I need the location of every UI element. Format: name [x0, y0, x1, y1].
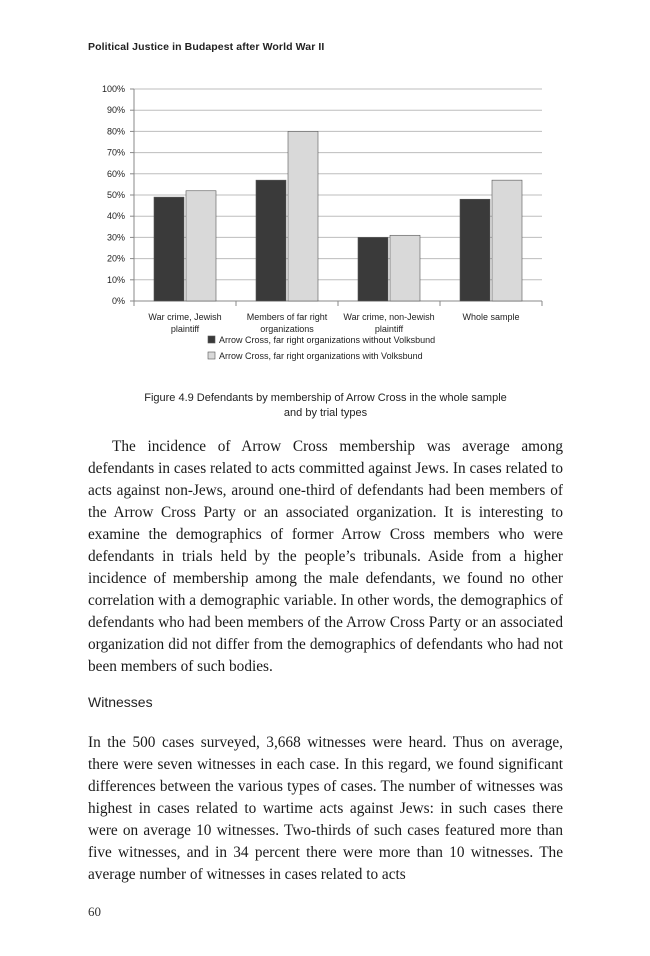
- x-category-label: plaintiff: [170, 324, 200, 334]
- y-tick-label: 90%: [106, 105, 125, 116]
- bar-without-volksbund: [358, 237, 388, 301]
- bar-with-volksbund: [288, 131, 318, 301]
- y-tick-label: 10%: [106, 274, 125, 285]
- x-category-label: organizations: [260, 324, 314, 334]
- y-tick-label: 80%: [106, 126, 125, 137]
- bar-without-volksbund: [256, 180, 286, 301]
- y-tick-label: 70%: [106, 147, 125, 158]
- x-category-label: plaintiff: [374, 324, 404, 334]
- y-tick-label: 40%: [106, 211, 125, 222]
- y-tick-label: 50%: [106, 190, 125, 200]
- x-category-label: Whole sample: [462, 312, 520, 322]
- page-number: 60: [88, 904, 101, 919]
- body-paragraph-2: [88, 732, 563, 886]
- bar-with-volksbund: [492, 180, 522, 301]
- y-tick-label: 30%: [106, 232, 125, 243]
- legend-label: Arrow Cross, far right organizations with Volksbund: [219, 351, 423, 361]
- bar-without-volksbund: [154, 197, 184, 301]
- x-category-label: War crime, non-Jewish: [343, 312, 435, 322]
- legend-swatch: [208, 336, 215, 343]
- running-header: Political Justice in Budapest after World War II: [88, 41, 325, 53]
- paragraph-text: In the 500 cases surveyed, 3,668 witnesses were heard. Thus on average, there were seven witnesses in each case. In this regard, we found significant differences between the various types of cases. The number of witnesses was highest in cases related to wartime acts against Jews: in such cases there were on average 10 witnesses. Two-thirds of such cases featured more than five witnesses, and in 34 percent there were more than 10 witnesses. The average number of witnesses in cases related to acts: [88, 734, 563, 883]
- bar-without-volksbund: [460, 199, 490, 301]
- y-tick-label: 100%: [101, 84, 125, 94]
- paragraph-text: The incidence of Arrow Cross membership was average among defendants in cases related to acts committed against Jews. In cases related to acts against non-Jews, around one-third of defendants had been members of the Arrow Cross Party or an associated organization. It is interesting to examine the demographics of former Arrow Cross members who were defendants in trials held by the people’s tribunals. Aside from a higher incidence of membership among the male defendants, we found no other correlation with a demographic variable. In other words, the demographics of defendants who had been members of the Arrow Cross Party or an associated organization did not differ from the demographics of defendants who had not been members of such bodies.: [88, 438, 563, 675]
- legend-label: Arrow Cross, far right organizations without Volksbund: [219, 335, 436, 345]
- bar-chart: [90, 78, 560, 378]
- body-paragraph-1: [88, 436, 563, 678]
- legend-swatch: [208, 352, 215, 359]
- y-tick-label: 20%: [106, 253, 125, 264]
- figure-caption: [88, 391, 563, 421]
- bar-with-volksbund: [390, 235, 420, 301]
- caption-line-1: Figure 4.9 Defendants by membership of Arrow Cross in the whole sample: [144, 392, 507, 404]
- caption-line-2: and by trial types: [283, 407, 368, 419]
- x-category-label: Members of far right: [246, 312, 328, 322]
- y-tick-label: 0%: [111, 296, 125, 306]
- x-category-label: War crime, Jewish: [148, 312, 222, 322]
- section-heading: Witnesses: [88, 694, 153, 710]
- y-tick-label: 60%: [106, 168, 125, 179]
- bar-with-volksbund: [186, 191, 216, 301]
